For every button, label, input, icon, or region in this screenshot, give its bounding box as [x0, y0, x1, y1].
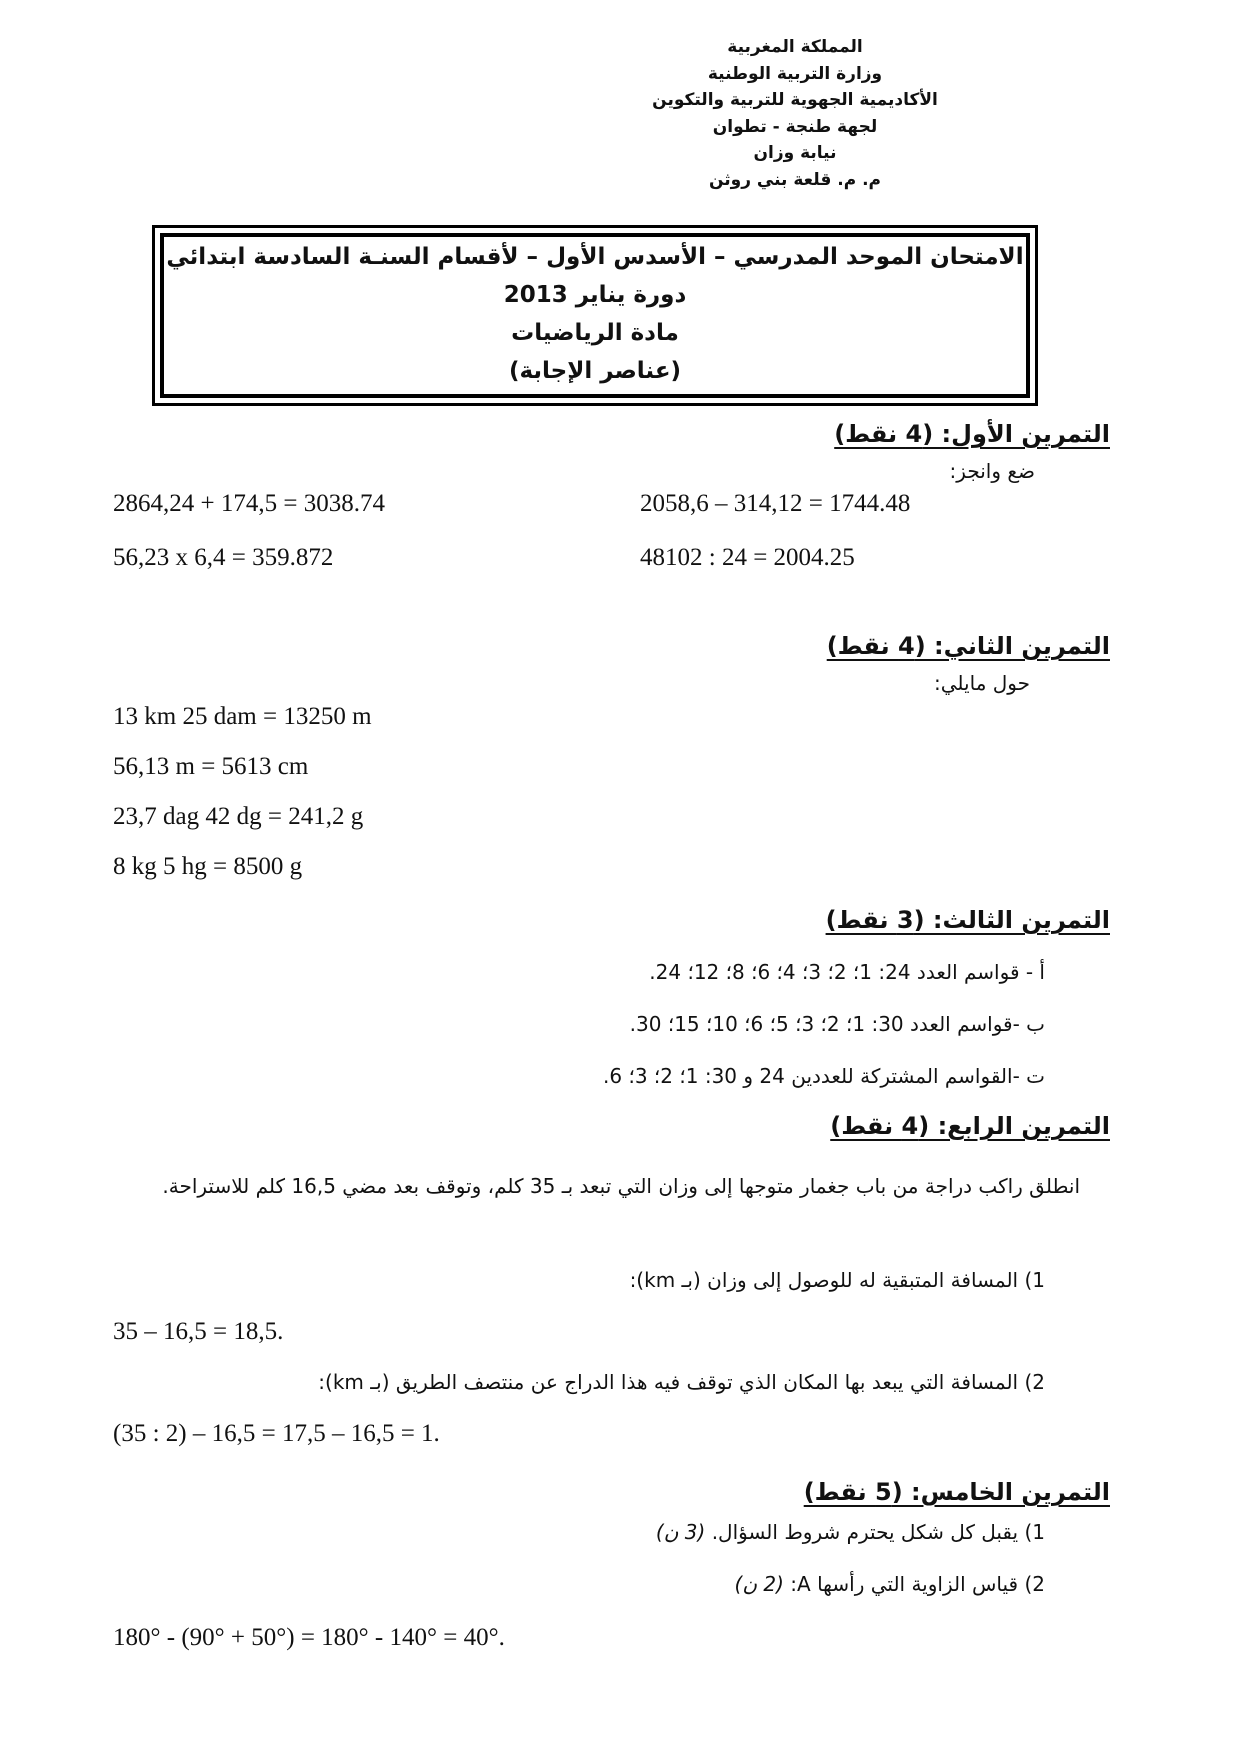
conversion-line: 23,7 dag 42 dg = 241,2 g — [113, 803, 364, 830]
exam-title-block — [152, 238, 1038, 390]
operation-multiplication: 56,23 x 6,4 = 359.872 — [113, 544, 334, 571]
header-line: نيابة وزان — [753, 143, 837, 163]
exam-session: دورة يناير 2013 — [503, 282, 687, 308]
conversion-line: 13 km 25 dam = 13250 m — [113, 703, 372, 730]
header-line: وزارة التربية الوطنية — [707, 63, 883, 84]
exercise-3-title: التمرين الثالث: (3 نقط) — [825, 906, 1110, 934]
exercise-2-title: التمرين الثاني: (4 نقط) — [826, 632, 1110, 660]
exercise-4-problem: انطلق راكب دراجة من باب جغمار متوجها إلى وزان التي تبعد بـ 35 كلم، وتوقف بعد مضي 16,5 كلم للاستراحة. — [162, 1174, 1080, 1198]
institution-header — [535, 34, 1055, 193]
divisors-of-24: أ - قواسم العدد 24: 1؛ 2؛ 3؛ 4؛ 6؛ 8؛ 12؛ 24. — [649, 960, 1045, 984]
header-line: المملكة المغربية — [727, 37, 863, 57]
conversion-line: 56,13 m = 5613 cm — [113, 753, 309, 780]
exercise-4-answer-2: (35 : 2) – 16,5 = 17,5 – 16,5 = 1. — [113, 1420, 440, 1447]
exercise-5-title: التمرين الخامس: (5 نقط) — [803, 1478, 1110, 1506]
exercise-5-question-2 — [735, 1572, 1045, 1596]
header-line: الأكاديمية الجهوية للتربية والتكوين — [652, 90, 938, 110]
exercise-5-question-2-points: (2 ن) — [734, 1572, 784, 1596]
exam-title: الامتحان الموحد المدرسي – الأسدس الأول – لأقسام السنـة السادسة ابتدائي — [166, 244, 1024, 270]
common-divisors: ت -القواسم المشتركة للعددين 24 و 30: 1؛ 2؛ 3؛ 6. — [603, 1064, 1045, 1088]
exercise-4-title: التمرين الرابع: (4 نقط) — [830, 1112, 1110, 1140]
operation-subtraction: 2058,6 – 314,12 = 1744.48 — [640, 490, 911, 517]
operation-division: 48102 : 24 = 2004.25 — [640, 544, 855, 571]
exercise-5-answer-2: 180° - (90° + 50°) = 180° - 140° = 40°. — [113, 1624, 505, 1651]
exercise-4-answer-1: 35 – 16,5 = 18,5. — [113, 1318, 284, 1345]
exercise-2-instruction: حول مايلي: — [934, 671, 1030, 695]
exercise-4-question-1: 1) المسافة المتبقية له للوصول إلى وزان (بـ km): — [629, 1268, 1045, 1292]
operation-addition: 2864,24 + 174,5 = 3038.74 — [113, 490, 385, 517]
exercise-5-question-1 — [656, 1520, 1045, 1544]
header-line: لجهة طنجة - تطوان — [712, 116, 878, 137]
exercise-4-question-2: 2) المسافة التي يبعد بها المكان الذي توقف فيه هذا الدراج عن منتصف الطريق (بـ km): — [318, 1370, 1045, 1394]
conversion-line: 8 kg 5 hg = 8500 g — [113, 853, 303, 880]
header-line: م. م. قلعة بني روثن — [708, 169, 882, 190]
exercise-5-question-1-points: (3 ن) — [655, 1520, 706, 1544]
exercise-5-question-1-text: 1) يقبل كل شكل يحترم شروط السؤال. — [711, 1520, 1045, 1544]
divisors-of-30: ب -قواسم العدد 30: 1؛ 2؛ 3؛ 5؛ 6؛ 10؛ 15؛ 30. — [629, 1012, 1045, 1036]
exam-answer-key-label: (عناصر الإجابة) — [508, 358, 682, 384]
exercise-5-question-2-text: 2) قياس الزاوية التي رأسها A: — [790, 1572, 1045, 1596]
exercise-1-title: التمرين الأول: (4 نقط) — [834, 420, 1110, 448]
exercise-1-instruction: ضع وانجز: — [949, 459, 1035, 483]
exam-subject: مادة الرياضيات — [511, 320, 679, 346]
